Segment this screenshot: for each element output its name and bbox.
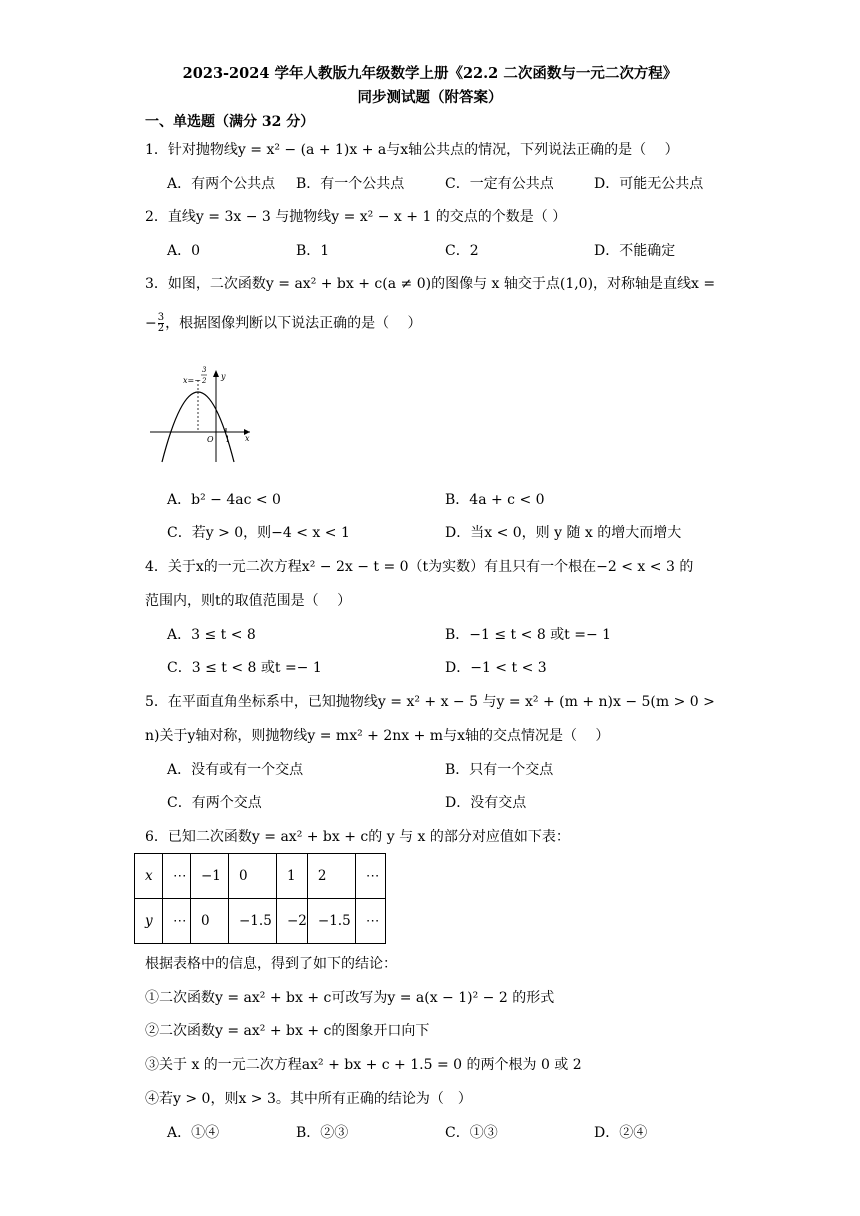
question-6-option-d: D．②④ (594, 1125, 648, 1141)
table-cell: ⋯ (163, 854, 191, 899)
question-3-option-d: D．当x < 0，则 y 随 x 的增大而增大 (445, 525, 682, 541)
question-1-option-d: D．可能无公共点 (594, 176, 704, 192)
question-4-stem-line-1: 4．关于x的一元二次方程x² − 2x − t = 0（t为实数）有且只有一个根在−2 < x < 3 的 (145, 559, 694, 575)
table-cell: ⋯ (163, 899, 191, 944)
question-6-after-table: 根据表格中的信息，得到了如下的结论： (145, 956, 397, 972)
question-4-stem-line-2: 范围内，则t的取值范围是（ ） (145, 593, 352, 609)
table-cell: 2 (307, 854, 355, 899)
question-6-conclusion-1: ①二次函数y = ax² + bx + c可改写为y = a(x − 1)² − 2 的形式 (145, 990, 555, 1006)
table-cell: −2 (277, 899, 308, 944)
figure-y-label: y (221, 372, 226, 381)
table-row-x (135, 854, 386, 899)
question-4-option-a: A．3 ≤ t < 8 (167, 627, 256, 643)
question-5-option-c: C．有两个交点 (167, 795, 262, 811)
title-line-1: 2023-2024 学年人教版九年级数学上册《22.2 二次函数与一元二次方程》 (182, 65, 678, 82)
question-1-option-c: C．一定有公共点 (445, 176, 554, 192)
question-3-option-c: C．若y > 0，则−4 < x < 1 (167, 525, 350, 541)
figure-one-label: 1 (225, 435, 231, 444)
table-cell: −1.5 (307, 899, 355, 944)
question-1-stem: 1．针对抛物线y = x² − (a + 1)x + a与x轴公共点的情况，下列说法正确的是（ ） (145, 142, 679, 158)
table-cell: 0 (191, 899, 229, 944)
title-line-2: 同步测试题（附答案） (357, 89, 503, 106)
table-cell: y (135, 899, 163, 944)
question-6-conclusion-4: ④若y > 0，则x > 3。其中所有正确的结论为（ ） (145, 1091, 472, 1107)
question-2-option-b: B．1 (296, 243, 330, 259)
table-cell: x (135, 854, 163, 899)
question-2-stem: 2．直线y = 3x − 3 与抛物线y = x² − x + 1 的交点的个数是（ ） (145, 209, 567, 225)
figure-sym-num: 3 (202, 366, 207, 374)
question-3-stem-line-1: 3．如图，二次函数y = ax² + bx + c(a ≠ 0)的图像与 x 轴交于点(1,0)，对称轴是直线x = (145, 276, 716, 292)
question-4-option-c: C．3 ≤ t < 8 或t =− 1 (167, 660, 322, 676)
question-5-option-b: B．只有一个交点 (445, 762, 554, 778)
figure-x-label: x (245, 434, 250, 443)
question-5-option-a: A．没有或有一个交点 (167, 762, 304, 778)
section-heading: 一、单选题（满分 32 分） (145, 114, 315, 130)
figure-sym-label: x=− (183, 376, 201, 385)
question-1-option-b: B．有一个公共点 (296, 176, 405, 192)
question-3-frac-num: 3 (157, 312, 165, 323)
question-5-stem-line-1: 5．在平面直角坐标系中，已知抛物线y = x² + x − 5 与y = x² + (m + n)x − 5(m > 0 > (145, 694, 715, 710)
values-table (134, 853, 386, 944)
table-cell: −1 (191, 854, 229, 899)
figure-sym-den: 2 (202, 377, 207, 385)
question-2-option-a: A．0 (167, 243, 201, 259)
question-1-option-a: A．有两个公共点 (167, 176, 276, 192)
question-3-fraction (158, 313, 164, 334)
question-3-frac-den: 2 (157, 323, 165, 334)
question-6-option-b: B．②③ (296, 1125, 349, 1141)
question-4-option-d: D．−1 < t < 3 (445, 660, 547, 676)
question-6-stem: 6．已知二次函数y = ax² + bx + c的 y 与 x 的部分对应值如下表： (145, 829, 570, 845)
table-cell: 0 (229, 854, 277, 899)
figure-y-arrow (213, 370, 219, 377)
question-6-conclusion-2: ②二次函数y = ax² + bx + c的图象开口向下 (145, 1023, 430, 1039)
question-6-option-c: C．①③ (445, 1125, 498, 1141)
question-3-option-b: B．4a + c < 0 (445, 492, 545, 508)
figure-parabola-curve (162, 392, 234, 462)
question-3-stem-line-2 (145, 313, 422, 334)
table-cell: −1.5 (229, 899, 277, 944)
parabola-figure (140, 358, 260, 468)
question-2-option-d: D．不能确定 (594, 243, 676, 259)
table-row-y (135, 899, 386, 944)
table-cell: ⋯ (355, 899, 385, 944)
table-cell: ⋯ (355, 854, 385, 899)
question-2-option-c: C．2 (445, 243, 479, 259)
question-4-option-b: B．−1 ≤ t < 8 或t =− 1 (445, 627, 612, 643)
table-cell: 1 (277, 854, 308, 899)
figure-origin-label: O (207, 435, 214, 444)
question-3-minus: − (145, 315, 157, 332)
question-3-option-a: A．b² − 4ac < 0 (167, 492, 281, 508)
question-3-stem-suffix: ，根据图像判断以下说法正确的是（ ） (165, 315, 422, 332)
question-6-option-a: A．①④ (167, 1125, 220, 1141)
question-5-option-d: D．没有交点 (445, 795, 527, 811)
question-5-stem-line-2: n)关于y轴对称，则抛物线y = mx² + 2nx + m与x轴的交点情况是（ ） (145, 728, 610, 744)
question-6-conclusion-3: ③关于 x 的一元二次方程ax² + bx + c + 1.5 = 0 的两个根为 0 或 2 (145, 1057, 582, 1073)
